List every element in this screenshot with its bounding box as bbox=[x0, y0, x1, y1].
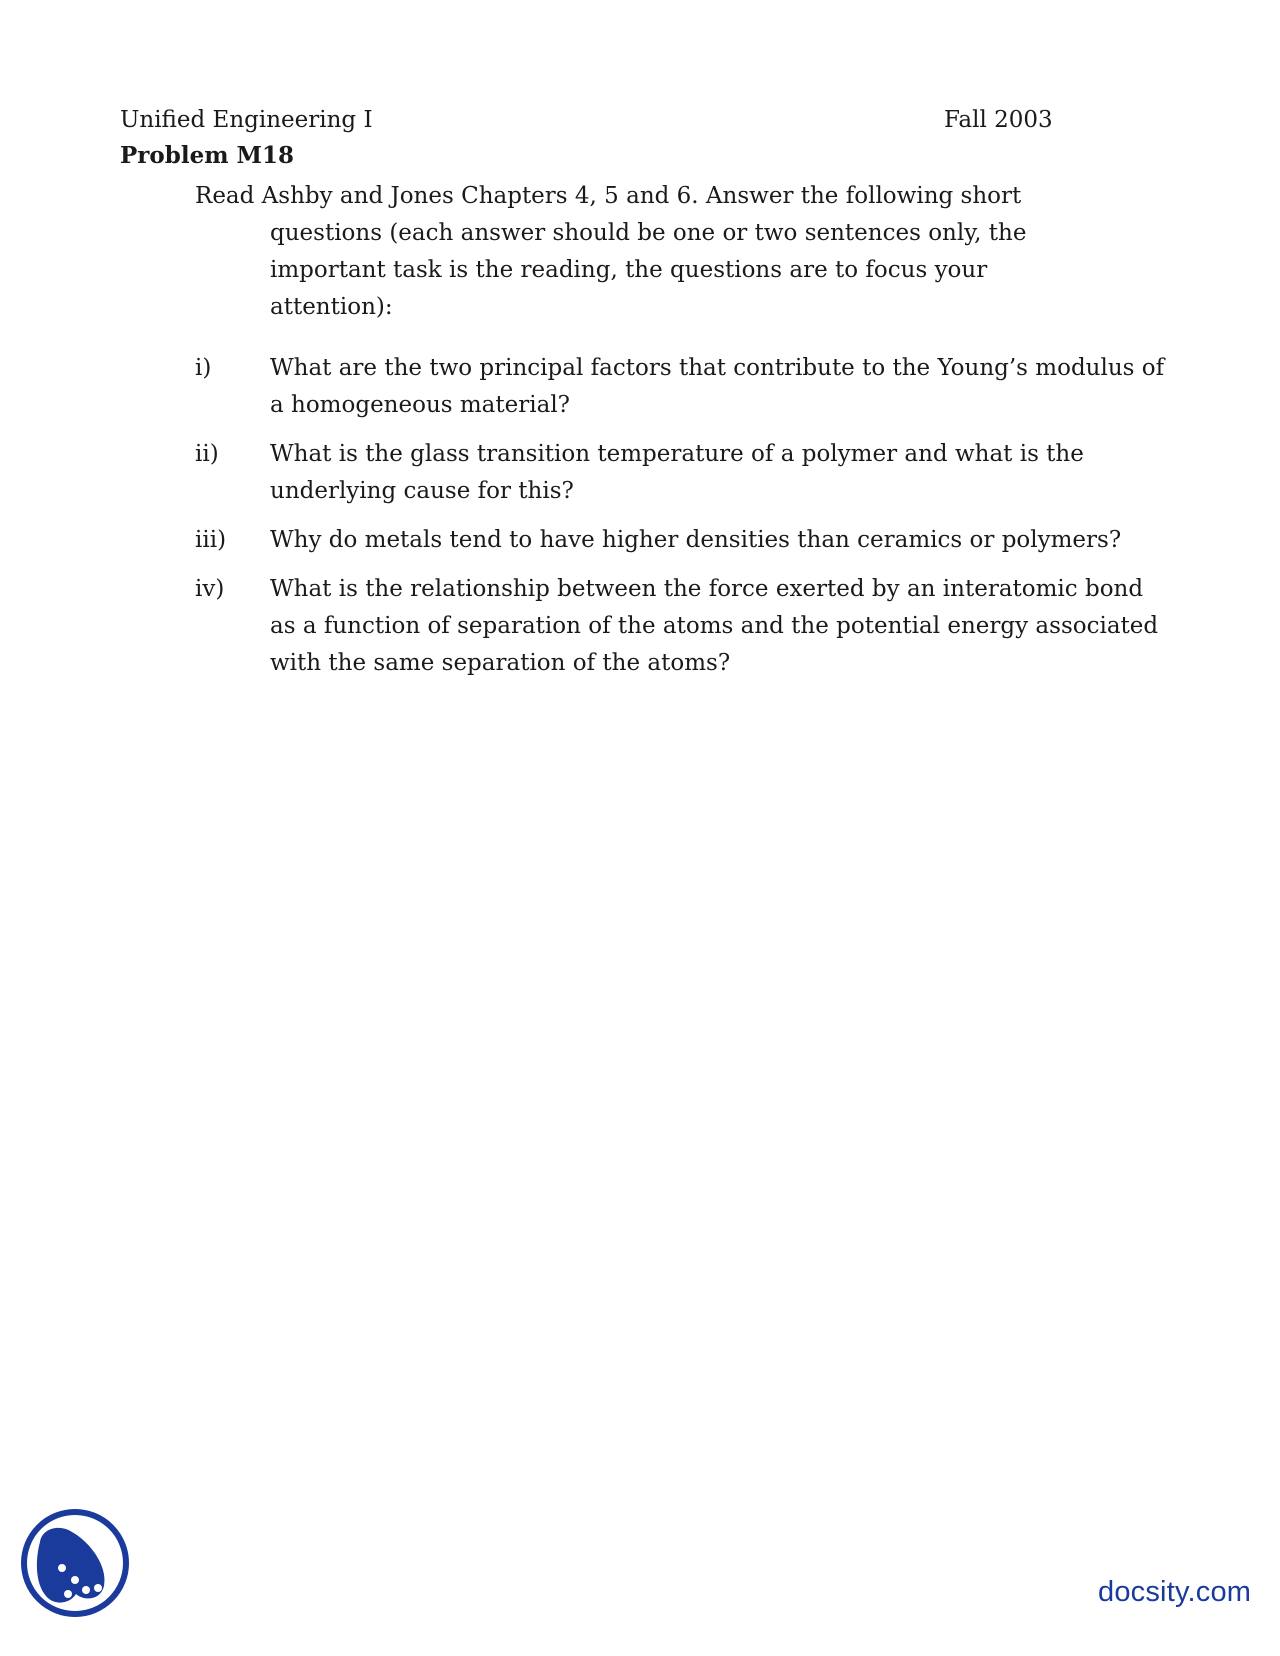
question-text: What is the glass transition temperature of a polymer and what is the underlying cause for this? bbox=[270, 441, 1084, 504]
question-number: ii) bbox=[195, 441, 219, 467]
question-list bbox=[195, 350, 1170, 694]
question-number: iii) bbox=[195, 527, 227, 553]
problem-title: Problem M18 bbox=[120, 142, 295, 169]
question-item bbox=[195, 350, 1170, 424]
question-item bbox=[195, 436, 1170, 510]
term-label: Fall 2003 bbox=[944, 107, 1053, 133]
question-number: iv) bbox=[195, 576, 225, 602]
problem-instructions: Read Ashby and Jones Chapters 4, 5 and 6. Answer the following short questions (each answer should be one or two sentences only, the important task is the reading, the questions are to focus your attention): bbox=[195, 183, 1027, 320]
course-title: Unified Engineering I bbox=[120, 107, 373, 133]
docsity-logo-icon[interactable] bbox=[20, 1508, 130, 1618]
question-text: What is the relationship between the force exerted by an interatomic bond as a function of separation of the atoms and the potential energy associated with the same separation of the atoms? bbox=[270, 576, 1159, 676]
question-item bbox=[195, 571, 1170, 682]
brand-link[interactable]: docsity.com bbox=[1098, 1576, 1252, 1608]
question-text: Why do metals tend to have higher densities than ceramics or polymers? bbox=[270, 527, 1122, 553]
question-text: What are the two principal factors that contribute to the Young’s modulus of a homogeneous material? bbox=[270, 355, 1165, 418]
question-number: i) bbox=[195, 355, 212, 381]
question-item bbox=[195, 522, 1170, 559]
